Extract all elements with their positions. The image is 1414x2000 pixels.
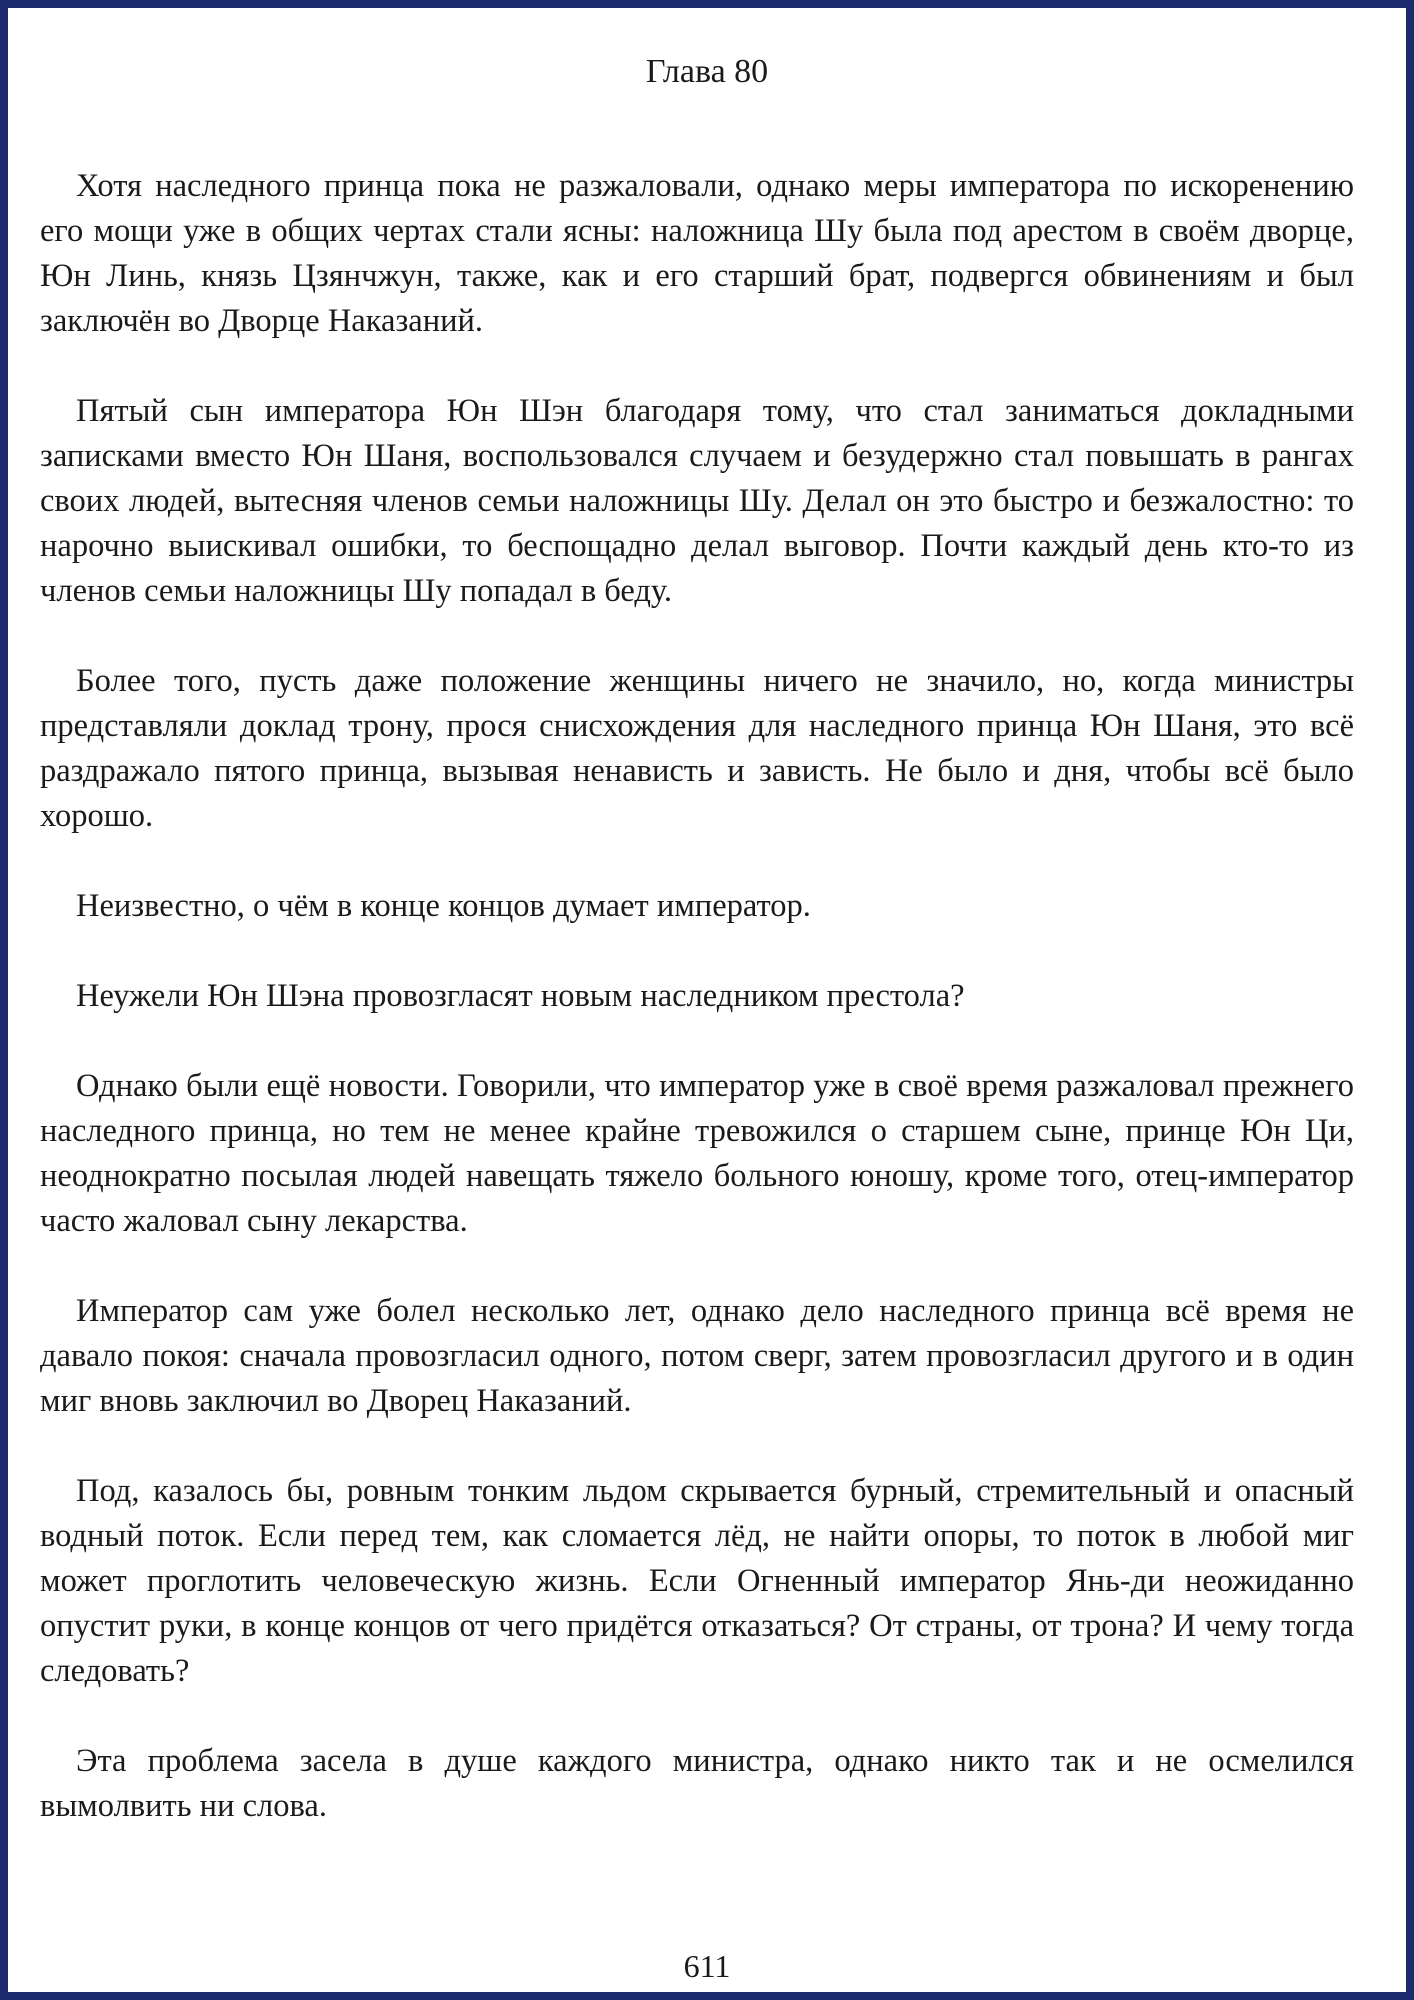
paragraph: Неужели Юн Шэна провозгласят новым наследником престола? [76,978,965,1014]
paragraph: Эта проблема засела в душе каждого министра, однако никто так и не осмелился вымолвить ни слова. [40,1743,1354,1824]
document-body [40,164,1354,1874]
chapter-title: Глава 80 [645,53,769,90]
paragraph: Под, казалось бы, ровным тонким льдом скрывается бурный, стремительный и опасный водный поток. Если перед тем, как сломается лёд, не найти опоры, то поток в любой миг может проглотить человеческую жизнь. Если Огненный император Янь-ди неожиданно опустит руки, в конце концов от чего придётся отказаться? От страны, от трона? И чему тогда следовать? [40,1473,1354,1689]
paragraph: Неизвестно, о чём в конце концов думает император. [76,888,811,924]
page-number: 611 [683,1948,731,1984]
paragraph: Однако были ещё новости. Говорили, что император уже в своё время разжаловал прежнего наследного принца, но тем не менее крайне тревожился о старшем сыне, принце Юн Ци, неоднократно посылая людей навещать тяжело больного юношу, кроме того, отец-император часто жаловал сыну лекарства. [40,1068,1354,1239]
paragraph: Пятый сын императора Юн Шэн благодаря тому, что стал заниматься докладными записками вместо Юн Шаня, воспользовался случаем и безудержно стал повышать в рангах своих людей, вытесняя членов семьи наложницы Шу. Делал он это быстро и безжалостно: то нарочно выискивал ошибки, то беспощадно делал выговор. Почти каждый день кто-то из членов семьи наложницы Шу попадал в беду. [40,393,1354,609]
paragraph: Более того, пусть даже положение женщины ничего не значило, но, когда министры представляли доклад трону, прося снисхождения для наследного принца Юн Шаня, это всё раздражало пятого принца, вызывая ненависть и зависть. Не было и дня, чтобы всё было хорошо. [40,663,1354,834]
paragraph: Хотя наследного принца пока не разжаловали, однако меры императора по искоренению его мощи уже в общих чертах стали ясны: наложница Шу была под арестом в своём дворце, Юн Линь, князь Цзянчжун, также, как и его старший брат, подвергся обвинениям и был заключён во Дворце Наказаний. [40,168,1354,339]
paragraph: Император сам уже болел несколько лет, однако дело наследного принца всё время не давало покоя: сначала провозгласил одного, потом сверг, затем провозгласил другого и в один миг вновь заключил во Дворец Наказаний. [40,1293,1354,1419]
